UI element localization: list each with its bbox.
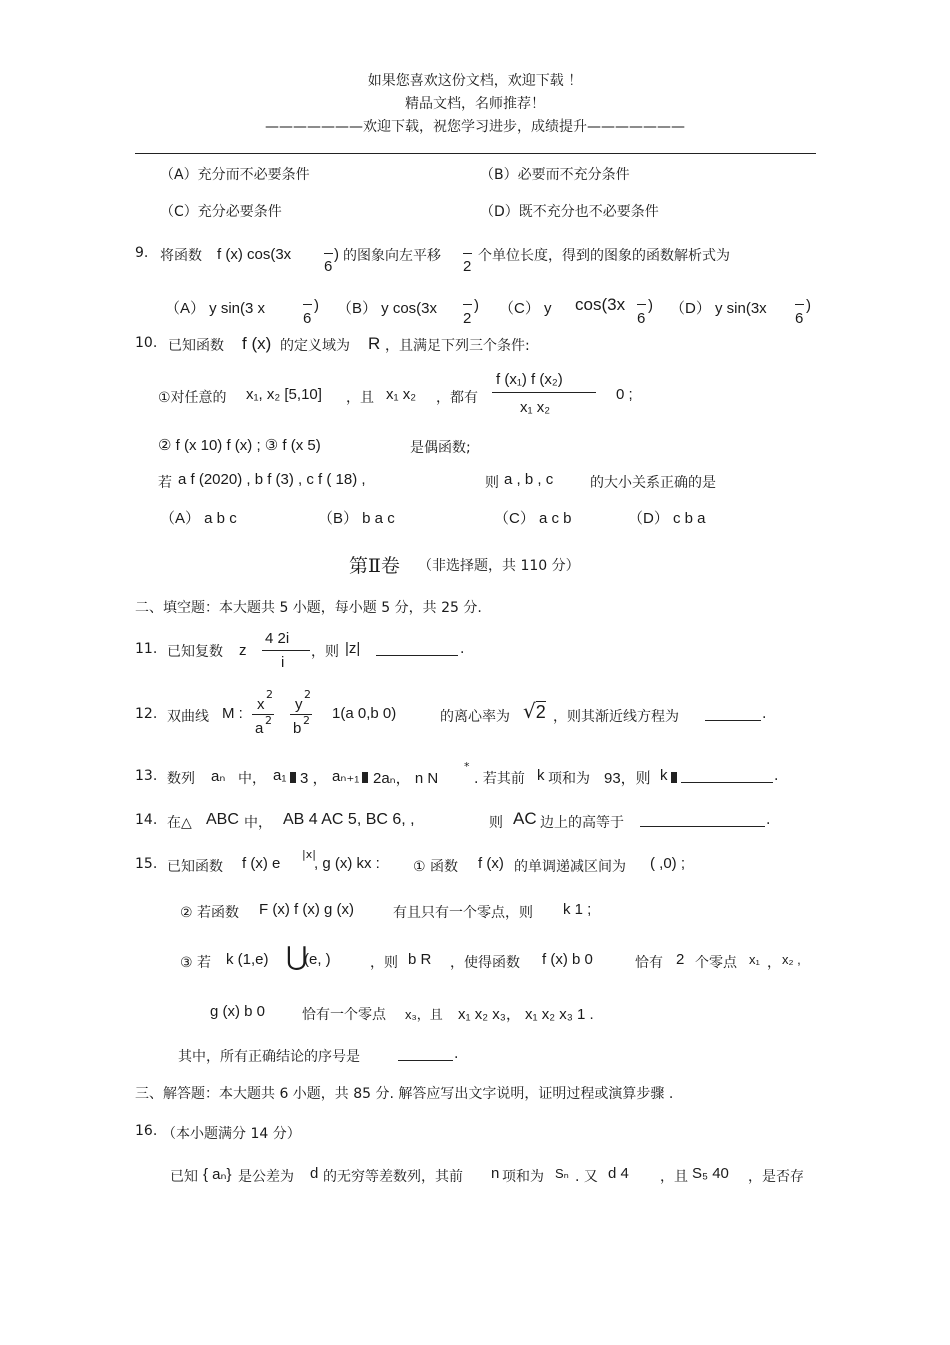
q16-body-8: ，是否存 [748,1169,804,1185]
q10-cond1-e: ，都有 [436,390,478,406]
q12-sqrt: √2 [523,699,546,723]
q16-body-3: 是公差为 [238,1169,294,1185]
q15-s3-text: ，使得函数 [450,955,520,971]
q16-number: 16. [135,1123,158,1139]
q9-option-b-den: 2 [463,310,472,327]
q16-an-set: { aₙ} [203,1166,232,1183]
q15-s1: ① 函数 [413,859,459,875]
q12-text-1: 双曲线 [167,709,209,725]
q15-s4-x3: x₃，且 [405,1007,443,1022]
q10-cond1-a: ①对任意的 [158,390,227,406]
q14-number: 14. [135,812,158,828]
q14-answer-blank[interactable] [640,812,765,831]
q12-equation: 1(a 0,b 0) [332,705,397,722]
q13-text-2: 中， [238,771,266,787]
q9-function-denominator: 6 [324,258,333,275]
q9-text-3: 个单位长度，得到的图象的函数解析式为 [478,248,730,264]
q14-end: . [766,812,771,828]
q13-eq-mark-3 [671,767,677,786]
q12-y-sup: 2 [304,688,311,701]
q16-s5: S₅ 40 [692,1165,729,1182]
q10-R: R [368,334,381,353]
q13-k: k [537,767,545,784]
q10-option-d: （D） c b a [628,510,706,527]
q12-answer-blank[interactable] [705,706,761,725]
q11-abs-z: |z| [345,640,361,657]
q15-answer-blank[interactable] [398,1046,453,1065]
q15-s3-has: 恰有 [635,955,663,971]
q11-text-1: 已知复数 [167,644,223,660]
q10-option-c: （C） a c b [494,510,572,527]
q10-text-2: 的定义域为 [280,338,350,354]
header-divider [135,153,816,154]
q10-cond2-b: 是偶函数; [410,440,471,456]
q10-cond2: ② f (x 10) f (x) ; ③ f (x 5) [158,437,321,454]
q9-option-d-den: 6 [795,310,804,327]
q16-n: n [491,1165,500,1182]
q14-ac: AC [513,809,537,828]
q11-end: . [460,641,465,657]
q12-end: . [762,706,767,722]
q14-text-4: 边上的高等于 [540,815,624,831]
q12-text-2: 的离心率为 [440,709,510,725]
q13-an1: aₙ₊₁ [332,768,360,785]
q13-an: aₙ [211,768,226,785]
q9-text-1: 将函数 [160,248,202,264]
q15-s3-x1: x₁ [749,952,760,967]
q11-frac-bar [262,650,310,651]
q16-body-7: ，且 [660,1169,688,1185]
q9-c-bar [637,304,646,305]
q9-option-a: （A） y sin(3 x [165,300,266,317]
q13-eq-mark-2 [362,767,368,786]
q11-answer-blank[interactable] [376,641,458,660]
header-line-2: 精品文档，名师推荐！ [405,96,545,112]
q16-d: d [310,1165,319,1182]
q11-frac-num: 4 2i [265,630,290,647]
q15-s4-gx: g (x) b 0 [210,1003,266,1020]
q9-shift-bar [463,253,472,254]
q15-s4-text: 恰有一个零点 [302,1007,386,1023]
q10-fx: f (x) [242,334,272,353]
q12-b-den: b [293,720,302,737]
q15-s2: ② 若函数 [180,905,240,921]
q10-cond3-a: 若 [158,475,172,491]
q15-s4-inequality: x₁ x₂ x₃， x₁ x₂ x₃ 1 . [458,1006,594,1023]
q15-s2-k: k 1 ; [563,901,592,918]
q16-score: （本小题满分 14 分） [162,1126,301,1142]
q15-s2-text: 有且只有一个零点，则 [393,905,533,921]
q9-a-bar [303,304,312,305]
q12-b-sup: 2 [303,714,310,727]
q9-shift-denominator: 2 [463,258,472,275]
q14-text-1: 在△ [167,815,192,831]
q11-text-2: ，则 [311,644,339,660]
q8-option-a: （A）充分而不必要条件 [160,167,310,183]
q9-option-b-close: ) [474,297,479,314]
q15-s3-comma: ， [767,955,781,971]
q16-body-4: 的无穷等差数列，其前 [323,1169,463,1185]
q15-s1-fx: f (x) [478,855,504,872]
header-line-3: ———————欢迎下载，祝您学习进步，成绩提升——————— [265,119,685,135]
q10-cond1-f: 0 ; [616,386,633,403]
q10-option-a: （A） a b c [160,510,237,527]
q15-s3-zeros: 个零点 [695,955,737,971]
q13-text-4: 项和为 [548,771,590,787]
q15-s3-then: ，则 [370,955,398,971]
part3-heading: 三、解答题：本大题共 6 小题，共 85 分. 解答应写出文字说明，证明过程或演算步骤 . [135,1086,674,1102]
q15-text-1: 已知函数 [167,859,223,875]
header-line-1: 如果您喜欢这份文档，欢迎下载 ！ [367,73,583,89]
q10-cond1-b: x₁, x₂ [5,10] [246,386,322,403]
q15-fx: f (x) e [242,855,281,872]
q8-option-b: （B）必要而不充分条件 [480,167,630,183]
q10-fraction-bar [492,392,596,393]
q15-s3: ③ 若 [180,955,212,971]
q15-s3-two: 2 [676,951,685,968]
q14-conditions: AB 4 AC 5, BC 6, , [283,811,415,828]
q11-number: 11. [135,641,158,657]
q9-number: 9. [135,245,149,261]
q9-option-c-den: 6 [637,310,646,327]
q11-frac-den: i [281,654,285,671]
q9-option-c: （C） y [499,300,552,317]
q10-fraction-numerator: f (x₁) f (x₂) [496,371,563,388]
q10-cond3-e: 的大小关系正确的是 [590,475,716,491]
part2-heading: 二、填空题：本大题共 5 小题，每小题 5 分，共 25 分. [135,600,482,616]
q13-value-3: 3 ， [300,770,328,787]
q8-option-d: （D）既不充分也不必要条件 [480,204,659,220]
q15-s2-Fx: F (x) f (x) g (x) [259,901,354,918]
q9-d-bar [795,304,804,305]
q15-number: 15. [135,856,158,872]
q9-option-b: （B） y cos(3x [337,300,438,317]
q10-option-b: （B） b a c [318,510,395,527]
q16-body-6: . 又 [575,1169,598,1185]
q10-cond3-b: a f (2020) , b f (3) , c f ( 18) , [178,471,366,488]
q15-s3-interval: (e, ) [304,951,331,968]
q15-s3-x2: x₂ , [782,952,801,967]
q13-text-3: . 若其前 [474,771,525,787]
q9-fraction-bar [324,253,333,254]
q8-option-c: （C）充分必要条件 [160,204,282,220]
q10-cond1-d: x₁ x₂ [386,386,417,403]
q15-end: . [454,1046,459,1062]
q12-x-sup: 2 [266,688,273,701]
q12-y-num: y [295,696,303,713]
q12-M: M : [222,705,243,722]
q10-cond3-c: 则 [485,475,499,491]
q9-b-bar [463,304,472,305]
q14-abc: ABC [206,811,239,828]
q15-fx-exponent: |x| [302,848,316,861]
q9-function: f (x) cos(3x [217,246,292,263]
q10-cond3-d: a , b , c [504,471,554,488]
q14-text-2: 中， [244,815,272,831]
q13-a1: a₁ [273,767,287,784]
q9-option-a-den: 6 [303,310,312,327]
q9-text-2: 的图象向左平移 [343,248,441,264]
q15-s1-interval: ( ,0) ; [650,855,686,872]
q12-number: 12. [135,706,158,722]
union-icon: ⋃ [286,942,308,972]
q15-s5: 其中，所有正确结论的序号是 [178,1049,360,1065]
q9-function-close: ) [334,246,339,263]
q16-sn: Sₙ [555,1166,569,1181]
q16-body-5: 项和为 [502,1169,544,1185]
q13-sum: 93，则 [604,770,651,787]
q10-text-3: ，且满足下列三个条件: [385,338,530,354]
q9-option-c-close: ) [648,297,653,314]
q10-cond1-c: ，且 [346,390,374,406]
q12-a-den: a [255,720,264,737]
q11-z: z [239,642,247,659]
q16-body-1: 已知 [170,1169,198,1185]
q12-x-num: x [257,696,265,713]
q13-2an: 2aₙ， n N [373,770,439,787]
q12-text-3: ，则其渐近线方程为 [553,709,679,725]
q13-star: * [464,760,470,773]
q9-option-d-close: ) [806,297,811,314]
q15-s3-fx: f (x) b 0 [542,951,593,968]
q10-fraction-denominator: x₁ x₂ [520,399,551,416]
q16-d-value: d 4 [608,1165,629,1182]
q13-end: . [774,768,779,784]
q9-option-a-close: ) [314,297,319,314]
q15-gx: , g (x) kx : [314,855,380,872]
q14-text-3: 则 [489,815,503,831]
section-title: 第Ⅱ卷 [349,555,400,577]
q13-text-1: 数列 [167,771,195,787]
q9-option-c-2: cos(3x [575,295,626,314]
section-subtitle: （非选择题，共 110 分） [418,558,580,574]
q12-a-sup: 2 [265,714,272,727]
q9-option-d: （D） y sin(3x [670,300,767,317]
q13-answer-blank[interactable] [681,768,773,787]
q10-number: 10. [135,335,158,351]
q13-k-2: k [660,767,668,784]
q10-text-1: 已知函数 [168,338,224,354]
q13-eq-mark [290,767,296,786]
q15-s1-text: 的单调递减区间为 [514,859,626,875]
q15-s3-b: b R [408,951,432,968]
q15-s3-k: k (1,e) [226,951,269,968]
q13-number: 13. [135,768,158,784]
